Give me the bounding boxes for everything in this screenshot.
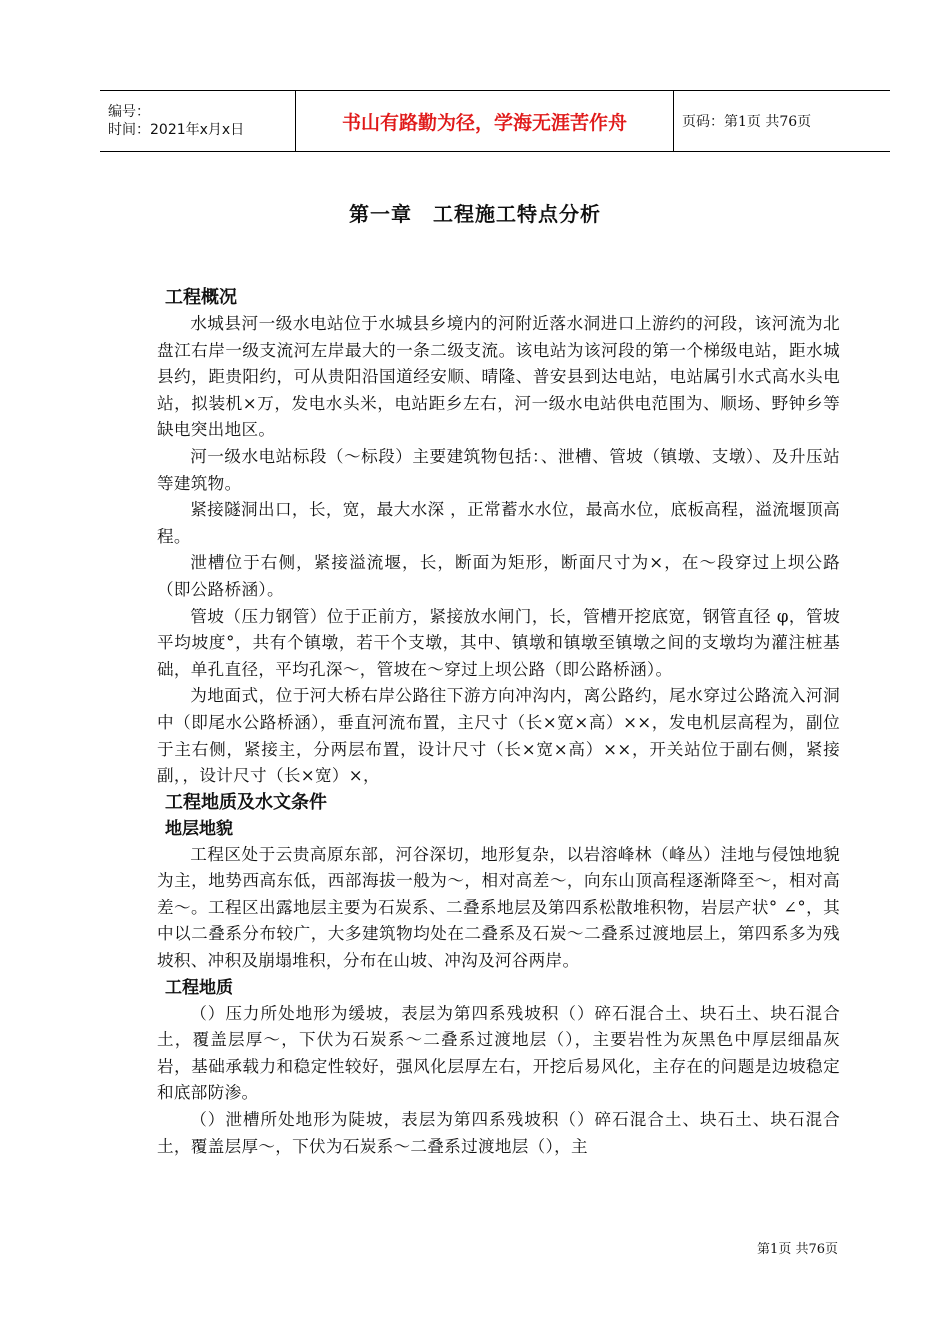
header-motto: 书山有路勤为径，学海无涯苦作舟	[341, 111, 627, 134]
engineering-geology-paragraph-1: （）压力所处地形为缓坡，表层为第四系残坡积（）碎石混合土、块石土、块石混合土，覆盖层厚～，下伏为石炭系～二叠系过渡地层（），主要岩性为灰黑色中厚层细晶灰岩，基础承载力和稳定性较好，强风化层厚左右，开挖后易风化，主存在的问题是边坡稳定和底部防渗。	[157, 1003, 840, 1103]
overview-paragraph-5: 管坡（压力钢管）位于正前方，紧接放水闸门，长，管槽开挖底宽，钢管直径 φ，管坡平均坡度°，共有个镇墩，若干个支墩，其中、镇墩和镇墩至镇墩之间的支墩均为灌注桩基础，单孔直径，平均孔深～，管坡在～穿过上坝公路（即公路桥涵）。	[157, 606, 840, 679]
document-header	[100, 90, 890, 152]
engineering-geology-heading: 工程地质	[165, 977, 233, 998]
footer-page-info: 第1页 共76页	[757, 1242, 838, 1257]
document-body	[157, 285, 840, 1160]
landform-heading: 地层地貌	[165, 818, 233, 839]
overview-paragraph-1: 水城县河一级水电站位于水城县乡境内的河附近落水洞进口上游约的河段，该河流为北盘江右岸一级支流河左岸最大的一条二级支流。该电站为该河段的第一个梯级电站，距水城县约，距贵阳约，可从贵阳沿国道经安顺、晴隆、普安县到达电站，电站属引水式高水头电站，拟装机×万，发电水头米，电站距乡左右，河一级水电站供电范围为、顺场、野钟乡等缺电突出地区。	[157, 314, 840, 440]
landform-paragraph: 工程区处于云贵高原东部，河谷深切，地形复杂，以岩溶峰林（峰丛）洼地与侵蚀地貌为主，地势西高东低，西部海拔一般为～，相对高差～，向东山顶高程逐渐降至～，相对高差～。工程区出露地层主要为石炭系、二叠系地层及第四系松散堆积物，岩层产状° ∠°，其中以二叠系分布较广，大多建筑物均处在二叠系及石炭～二叠系过渡地层上，第四系多为残坡积、冲积及崩塌堆积，分布在山坡、冲沟及河谷两岸。	[157, 844, 840, 971]
number-label: 编号：	[108, 104, 150, 120]
overview-heading: 工程概况	[165, 287, 237, 308]
geology-heading: 工程地质及水文条件	[165, 791, 327, 813]
overview-paragraph-2: 河一级水电站标段（～标段）主要建筑物包括：、泄槽、管坡（镇墩、支墩）、及升压站等建筑物。	[157, 446, 840, 493]
chapter-title: 第一章 工程施工特点分析	[349, 202, 601, 226]
header-meta	[100, 91, 296, 151]
overview-paragraph-4: 泄槽位于右侧，紧接溢流堰，长，断面为矩形，断面尺寸为×，在～段穿过上坝公路（即公路桥涵）。	[157, 553, 840, 599]
time-label: 时间：2021年x月x日	[108, 122, 245, 138]
overview-paragraph-6: 为地面式，位于河大桥右岸公路往下游方向冲沟内，离公路约，尾水穿过公路流入河洞中（即尾水公路桥涵），垂直河流布置，主尺寸（长×宽×高）××，发电机层高程为，副位于主右侧，紧接主，分两层布置，设计尺寸（长×宽×高）××，开关站位于副右侧，紧接副，，设计尺寸（长×宽）×，	[157, 686, 840, 786]
overview-paragraph-3: 紧接隧洞出口，长，宽，最大水深 ，正常蓄水水位，最高水位，底板高程，溢流堰顶高程。	[157, 500, 840, 546]
engineering-geology-paragraph-2: （）泄槽所处地形为陡坡，表层为第四系残坡积（）碎石混合土、块石土、块石混合土，覆盖层厚～，下伏为石炭系～二叠系过渡地层（），主	[157, 1110, 840, 1156]
header-page-cell	[674, 91, 890, 151]
header-page-info: 页码：第1页 共76页	[682, 114, 812, 130]
header-motto-cell	[296, 91, 674, 151]
